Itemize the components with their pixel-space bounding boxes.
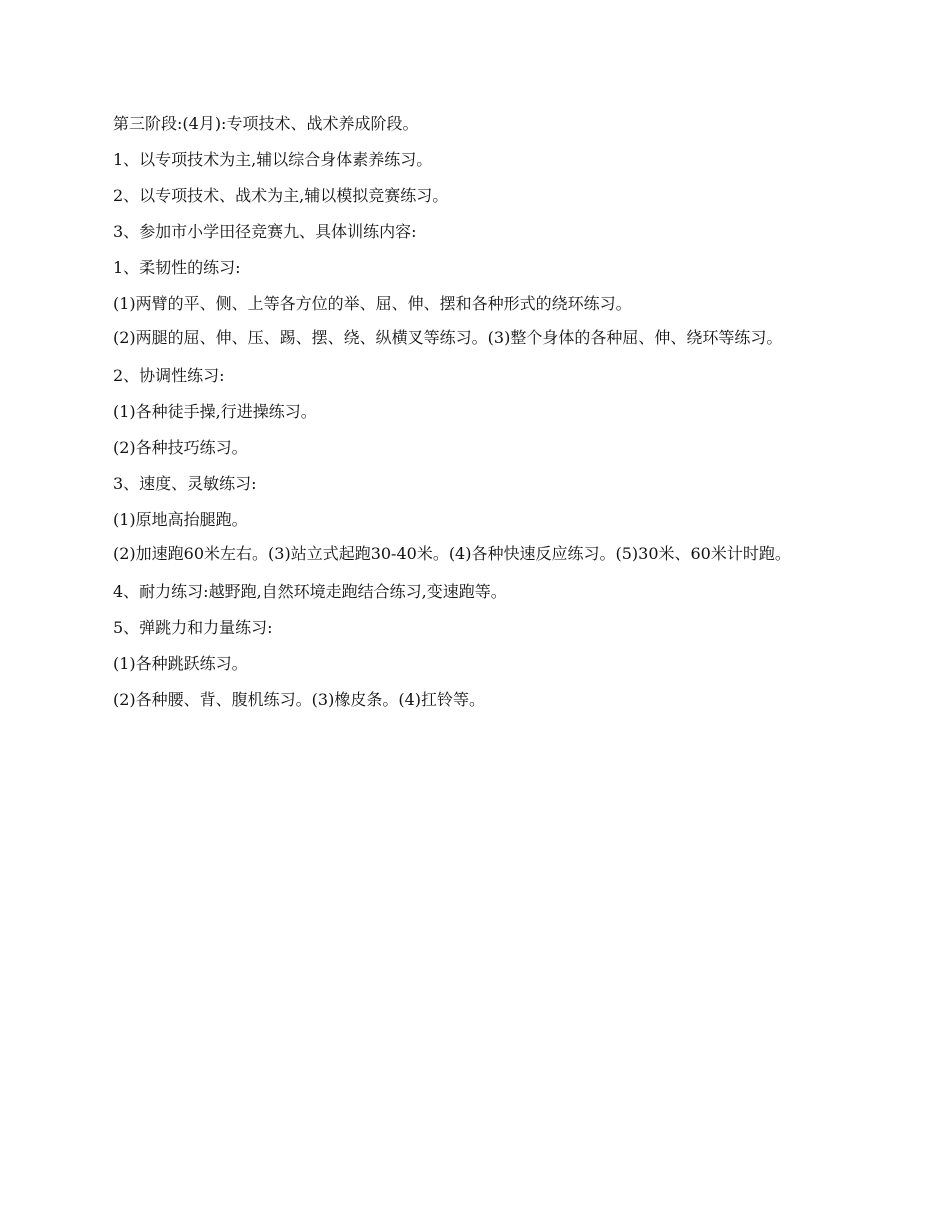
document-body <box>113 112 835 724</box>
strength-item-1: (1)各种跳跃练习。 <box>113 654 248 673</box>
speed-heading: 3、速度、灵敏练习: <box>113 474 257 493</box>
strength-item-2: (2)各种腰、背、腹机练习。(3)橡皮条。(4)扛铃等。 <box>113 690 485 709</box>
stage-heading: 第三阶段:(4月):专项技术、战术养成阶段。 <box>113 114 419 133</box>
strength-heading: 5、弹跳力和力量练习: <box>113 618 273 637</box>
endurance-item: 4、耐力练习:越野跑,自然环境走跑结合练习,变速跑等。 <box>113 582 507 601</box>
flexibility-item-1: (1)两臂的平、侧、上等各方位的举、屈、伸、摆和各种形式的绕环练习。 <box>113 294 632 313</box>
coordination-heading: 2、协调性练习: <box>113 366 225 385</box>
coordination-item-2: (2)各种技巧练习。 <box>113 438 248 457</box>
speed-item-1: (1)原地高抬腿跑。 <box>113 510 248 529</box>
flexibility-heading: 1、柔韧性的练习: <box>113 258 241 277</box>
stage-item-3: 3、参加市小学田径竞赛九、具体训练内容: <box>113 222 417 241</box>
flexibility-item-2: (2)两腿的屈、伸、压、踢、摆、绕、纵横叉等练习。(3)整个身体的各种屈、伸、绕环等练习。 <box>113 328 783 347</box>
coordination-item-1: (1)各种徒手操,行进操练习。 <box>113 402 317 421</box>
speed-item-2: (2)加速跑60米左右。(3)站立式起跑30-40米。(4)各种快速反应练习。(5)30米、60米计时跑。 <box>113 544 791 563</box>
stage-item-2: 2、以专项技术、战术为主,辅以模拟竞赛练习。 <box>113 186 449 205</box>
stage-item-1: 1、以专项技术为主,辅以综合身体素养练习。 <box>113 150 433 169</box>
